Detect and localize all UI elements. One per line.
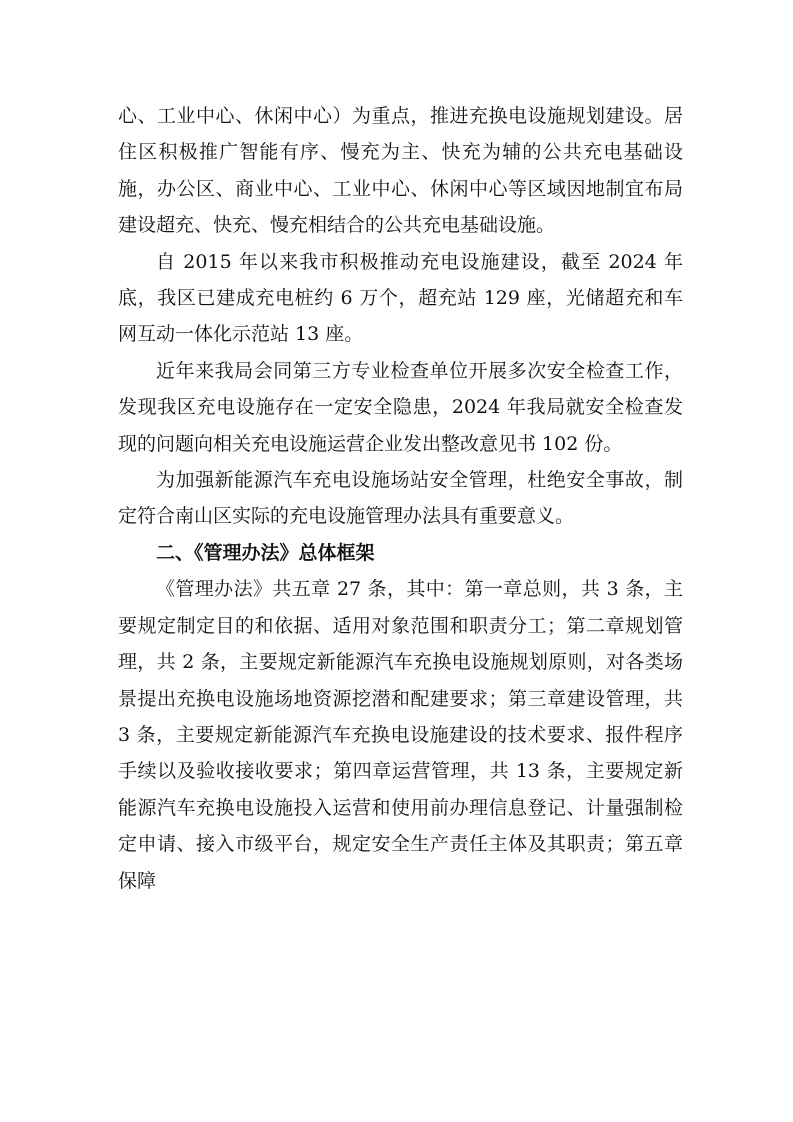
paragraph-continued: 心、工业中心、休闲中心）为重点，推进充换电设施规划建设。居住区积极推广智能有序、慢充为主、快充为辅的公共充电基础设施，办公区、商业中心、工业中心、休闲中心等区域因地制宜布局建设超充、快充、慢充相结合的公共充电基础设施。 bbox=[118, 105, 683, 237]
paragraph-significance: 为加强新能源汽车充电设施场站安全管理，杜绝安全事故，制定符合南山区实际的充电设施管理办法具有重要意义。 bbox=[118, 469, 683, 528]
paragraph-framework: 《管理办法》共五章 27 条，其中：第一章总则，共 3 条，主要规定制定目的和依据、适用对象范围和职责分工；第二章规划管理，共 2 条，主要规定新能源汽车充换电设施规划原则，对各类场景提出充换电设施场地资源挖潜和配建要求；第三章建设管理，共 3 条，主要规定新能源汽车充换电设施建设的技术要求、报件程序手续以及验收接收要求；第四章运营管理，共 13 条，主要规定新能源汽车充换电设施投入运营和使用前办理信息登记、计量强制检定申请、接入市级平台，规定安全生产责任主体及其职责；第五章保障 bbox=[118, 578, 683, 892]
paragraph-safety-inspection: 近年来我局会同第三方专业检查单位开展多次安全检查工作，发现我区充电设施存在一定安全隐患，2024 年我局就安全检查发现的问题向相关充电设施运营企业发出整改意见书 102 份。 bbox=[118, 359, 683, 455]
document-page bbox=[118, 98, 683, 899]
section-heading: 二、《管理办法》总体框架 bbox=[156, 541, 375, 564]
paragraph-charging-statistics: 自 2015 年以来我市积极推动充电设施建设，截至 2024 年底，我区已建成充电桩约 6 万个，超充站 129 座，光储超充和车网互动一体化示范站 13 座。 bbox=[118, 250, 683, 346]
